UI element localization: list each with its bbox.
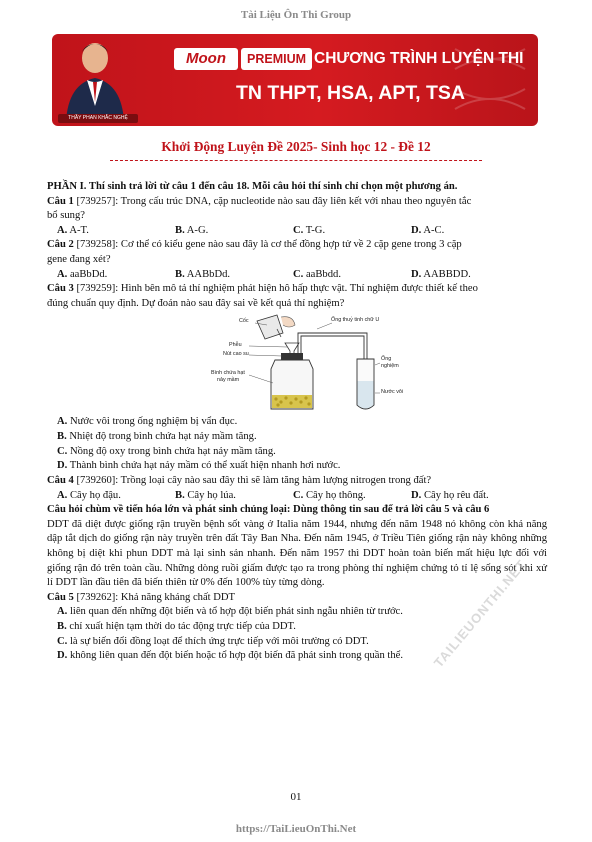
option-b[interactable]: B. Nhiệt độ trong bình chứa hạt nảy mầm tăng. xyxy=(57,431,257,443)
premium-badge: PREMIUM xyxy=(241,48,312,70)
question-4: Câu 4 [739260]: Trồng loại cây nào sau đây thì sẽ làm tăng hàm lượng nitrogen trong đất? A. Cây họ đậu. B. Cây họ lúa. C. Cây họ thông. D. Cây họ rêu đất. xyxy=(47,474,547,503)
question-2: Câu 2 [739258]: Cơ thể có kiểu gene nào sau đây là cơ thể đồng hợp tử về 2 cặp gene trong 3 cặp gene đang xét? A. aaBbDd. B. AABbDd. C. aaBbdd. D. AABBDD. xyxy=(47,238,547,282)
question-2-options xyxy=(47,268,547,283)
question-3: Câu 3 [739259]: Hình bên mô tả thí nghiệm phát hiện hô hấp thực vật. Thí nghiệm được thiết kế theo đúng chuẩn quy định. Dự đoán nào sau đây sai về kết quả thí nghiệm? Cốc Ống thuỷ tinh chữ U Phễu Nút cao su Ống nghiệm Bình chứa hạt nảy mầm Nước vôi A. Nước vôi trong ống nghiệm bị vẩn đục. B. Nhiệt độ trong bình chứa hạt nảy mầm tăng. C. Nồng độ oxy trong bình chứa hạt nảy mầm tăng. D. Thành bình chứa hạt nảy mầm có thể xuất hiện nhanh hơi nước. xyxy=(47,282,547,474)
respiration-experiment-figure xyxy=(197,313,404,413)
option-d[interactable]: D. AABBDD. xyxy=(411,268,471,280)
experiment-diagram xyxy=(197,313,397,413)
banner-program: CHƯƠNG TRÌNH LUYỆN THI xyxy=(314,50,524,67)
option-a[interactable]: A. Cây họ đậu. xyxy=(57,489,121,501)
label-seed-jar-1: Bình chứa hạt xyxy=(211,370,245,377)
option-a[interactable]: A. Nước vôi trong ống nghiệm bị vẩn đục. xyxy=(57,416,238,428)
label-test-tube-1: Ống xyxy=(381,356,392,363)
option-d[interactable]: D. A-C. xyxy=(411,224,445,236)
page-number: 01 xyxy=(290,791,302,803)
teacher-avatar xyxy=(60,36,130,122)
option-d[interactable]: D. không liên quan đến đột biến hoặc tổ hợp đột biến đã phát sinh trong quần thể. xyxy=(57,650,404,662)
option-c[interactable]: C. T-G. xyxy=(293,224,326,236)
option-b[interactable]: B. AABbDd. xyxy=(175,268,231,280)
option-c[interactable]: C. aaBbdd. xyxy=(293,268,341,280)
dashed-divider xyxy=(110,160,482,161)
question-1-options xyxy=(47,224,547,239)
exam-content xyxy=(47,180,547,664)
label-stopper: Nút cao su xyxy=(223,351,249,358)
option-b[interactable]: B. chỉ xuất hiện tạm thời do tác động trực tiếp của DDT. xyxy=(57,621,296,633)
option-c[interactable]: C. Cây họ thông. xyxy=(293,489,366,501)
option-d[interactable]: D. Cây họ rêu đất. xyxy=(411,489,489,501)
banner-exams: TN THPT, HSA, APT, TSA xyxy=(236,82,465,104)
option-a[interactable]: A. liên quan đến những đột biến và tổ hợp đột biến phát sinh ngẫu nhiên từ trước. xyxy=(57,606,403,618)
option-b[interactable]: B. A-G. xyxy=(175,224,209,236)
teacher-caption: THẦY PHAN KHẮC NGHỆ xyxy=(58,114,138,123)
reading-passage: DDT đã diệt được giống rận truyền bệnh sốt vàng ở Italia năm 1944, nhưng đến năm 1948 nó không còn khả năng dập tắt dịch do giống rận này truyền trên đất Tây Ban Nha. Đến năm 1945, ở Triều Tiên giống rận này không những không bị diệt khi phun DDT mà lại sinh sản nhanh. Đến năm 1957 thì DDT hoàn toàn biến mất hiệu lực đối với giống rận đó trên toàn cầu. Những dòng ruồi giấm được tạo ra trong phòng thí nghiệm chứng tỏ tỉ lệ sống sót khi xử lí DDT lần đầu tiên đã biến thiên từ 0% đến 100% tùy từng dòng. xyxy=(47,518,547,589)
group-heading: Câu hỏi chùm về tiến hóa lớn và phát sinh chủng loại: Dùng thông tin sau để trả lời câu 5 và câu 6 xyxy=(47,504,490,516)
site-title: Tài Liệu Ôn Thi Group xyxy=(240,9,352,21)
question-1: Câu 1 [739257]: Trong cấu trúc DNA, cặp nucleotide nào sau đây liên kết với nhau theo nguyên tắc bổ sung? A. A-T. B. A-G. C. T-G. D. A-C. xyxy=(47,195,547,239)
section-heading: PHẦN I. Thí sinh trả lời từ câu 1 đến câu 18. Mỗi câu hỏi thí sinh chỉ chọn một phương án. xyxy=(47,181,458,192)
label-limewater: Nước vôi xyxy=(381,389,404,396)
label-funnel: Phễu xyxy=(229,342,242,349)
option-c[interactable]: C. là sự biến đổi đồng loạt để thích ứng trực tiếp với môi trường có DDT. xyxy=(57,635,369,647)
label-u-tube: Ống thuỷ tinh chữ U xyxy=(331,317,380,324)
option-a[interactable]: A. A-T. xyxy=(57,224,89,236)
question-5: Câu 5 [739262]: Khả năng kháng chất DDT A. liên quan đến những đột biến và tổ hợp đột biến phát sinh ngẫu nhiên từ trước. B. chỉ xuất hiện tạm thời do tác động trực tiếp của DDT. C. là sự biến đổi đồng loạt để thích ứng trực tiếp với môi trường có DDT. D. không liên quan đến đột biến hoặc tổ hợp đột biến đã phát sinh trong quần thể. xyxy=(47,591,547,664)
option-d[interactable]: D. Thành bình chứa hạt nảy mầm có thể xuất hiện nhanh hơi nước. xyxy=(57,460,341,472)
moon-logo: Moon xyxy=(174,48,238,70)
option-b[interactable]: B. Cây họ lúa. xyxy=(175,489,236,501)
label-beaker: Cốc xyxy=(239,318,249,325)
watermark: TAILIEUONTHI.NET xyxy=(430,556,530,671)
footer-url[interactable]: https://TaiLieuOnThi.Net xyxy=(235,823,357,835)
exam-title: Khởi Động Luyện Đề 2025- Sinh học 12 - Đề 12 xyxy=(161,139,431,154)
option-c[interactable]: C. Nồng độ oxy trong bình chứa hạt nảy mầm tăng. xyxy=(57,445,276,457)
question-4-options xyxy=(47,489,547,504)
dna-helix-icon xyxy=(450,44,530,116)
label-seed-jar-2: nảy mầm xyxy=(217,377,240,384)
promo-banner xyxy=(52,34,538,126)
option-a[interactable]: A. aaBbDd. xyxy=(57,268,108,280)
label-test-tube-2: nghiệm xyxy=(381,363,399,370)
